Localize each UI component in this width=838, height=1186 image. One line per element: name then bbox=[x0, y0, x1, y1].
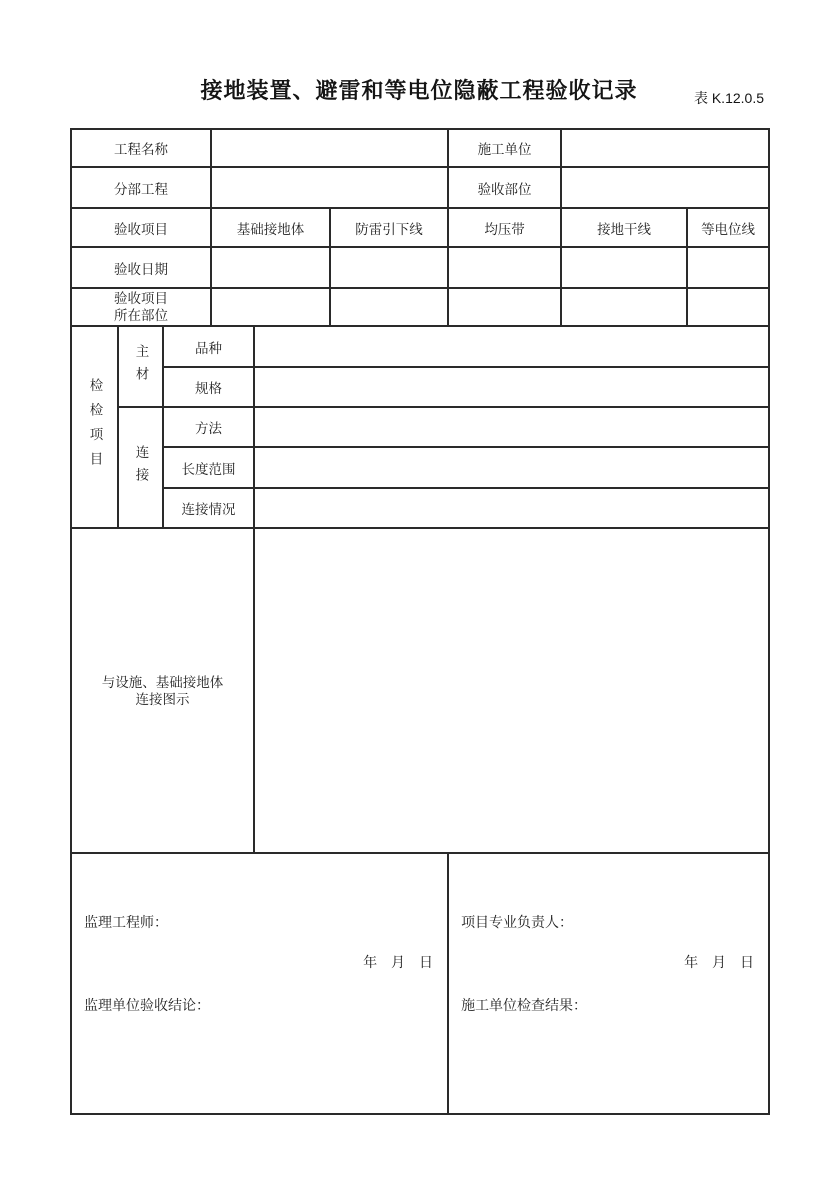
row-sub-project bbox=[71, 167, 769, 208]
column-header-foundation-earth: 基础接地体 bbox=[211, 208, 330, 247]
acceptance-part-label: 验收部位 bbox=[448, 167, 561, 208]
contractor-result-cell bbox=[448, 853, 769, 1114]
connection-label-text: 连接 bbox=[133, 445, 149, 490]
spec-value-cell bbox=[254, 367, 769, 407]
diagram-label-line2: 连接图示 bbox=[135, 691, 190, 707]
connection-status-label: 连接情况 bbox=[163, 488, 254, 528]
form-number: 表 K.12.0.5 bbox=[693, 90, 764, 106]
acceptance-location-label-line2: 所在部位 bbox=[114, 308, 169, 323]
row-inspection-method bbox=[71, 407, 769, 447]
row-signatures bbox=[71, 853, 769, 1114]
contractor-lead-label: 项目专业负责人： bbox=[461, 913, 574, 930]
inspection-group-label bbox=[71, 326, 118, 528]
contractor-result-label: 施工单位检查结果： bbox=[461, 996, 588, 1013]
acceptance-location-cell-1 bbox=[211, 288, 330, 326]
connection-status-value-cell bbox=[254, 488, 769, 528]
row-inspection-connection-status bbox=[71, 488, 769, 528]
acceptance-date-cell-1 bbox=[211, 247, 330, 288]
acceptance-date-cell-3 bbox=[448, 247, 561, 288]
project-name-value-cell bbox=[211, 129, 448, 167]
row-inspection-variety bbox=[71, 326, 769, 367]
page-title: 接地装置、避雷和等电位隐蔽工程验收记录 bbox=[200, 78, 638, 103]
main-material-label-text: 主材 bbox=[133, 344, 149, 389]
variety-label: 品种 bbox=[163, 326, 254, 367]
acceptance-location-label bbox=[71, 288, 211, 326]
acceptance-date-cell-4 bbox=[561, 247, 687, 288]
length-range-value-cell bbox=[254, 447, 769, 488]
acceptance-form-table bbox=[70, 128, 770, 1115]
column-header-earthing-trunk: 接地干线 bbox=[561, 208, 687, 247]
acceptance-date-cell-2 bbox=[330, 247, 448, 288]
connection-label bbox=[118, 407, 163, 528]
project-name-label: 工程名称 bbox=[71, 129, 211, 167]
supervisor-engineer-label: 监理工程师： bbox=[84, 913, 168, 930]
acceptance-part-value-cell bbox=[561, 167, 769, 208]
row-acceptance-items bbox=[71, 208, 769, 247]
acceptance-items-label: 验收项目 bbox=[71, 208, 211, 247]
inspection-group-label-text: 检检项目 bbox=[87, 378, 103, 476]
row-project-name bbox=[71, 129, 769, 167]
spec-label: 规格 bbox=[163, 367, 254, 407]
acceptance-date-label: 验收日期 bbox=[71, 247, 211, 288]
sub-project-label: 分部工程 bbox=[71, 167, 211, 208]
acceptance-location-label-line1: 验收项目 bbox=[114, 291, 169, 306]
supervisor-conclusion-label: 监理单位验收结论： bbox=[84, 996, 210, 1013]
length-range-label: 长度范围 bbox=[163, 447, 254, 488]
construction-unit-label: 施工单位 bbox=[448, 129, 561, 167]
column-header-equipotential-line: 等电位线 bbox=[687, 208, 769, 247]
row-acceptance-location bbox=[71, 288, 769, 326]
row-acceptance-date bbox=[71, 247, 769, 288]
acceptance-date-cell-5 bbox=[687, 247, 769, 288]
contractor-date-label: 年 月 日 bbox=[684, 953, 755, 970]
column-header-equalizing-belt: 均压带 bbox=[448, 208, 561, 247]
acceptance-location-cell-5 bbox=[687, 288, 769, 326]
document-header bbox=[70, 76, 768, 120]
variety-value-cell bbox=[254, 326, 769, 367]
construction-unit-value-cell bbox=[561, 129, 769, 167]
supervisor-conclusion-cell bbox=[71, 853, 448, 1114]
acceptance-location-cell-4 bbox=[561, 288, 687, 326]
column-header-lightning-downlead: 防雷引下线 bbox=[330, 208, 448, 247]
acceptance-location-cell-2 bbox=[330, 288, 448, 326]
acceptance-location-cell-3 bbox=[448, 288, 561, 326]
diagram-label-line1: 与设施、基础接地体 bbox=[101, 674, 224, 690]
row-inspection-spec bbox=[71, 367, 769, 407]
diagram-label bbox=[71, 528, 254, 853]
main-material-label bbox=[118, 326, 163, 407]
diagram-drawing-area bbox=[254, 528, 769, 853]
row-connection-diagram bbox=[71, 528, 769, 853]
method-value-cell bbox=[254, 407, 769, 447]
row-inspection-length-range bbox=[71, 447, 769, 488]
method-label: 方法 bbox=[163, 407, 254, 447]
sub-project-value-cell bbox=[211, 167, 448, 208]
supervisor-date-label: 年 月 日 bbox=[363, 953, 434, 970]
